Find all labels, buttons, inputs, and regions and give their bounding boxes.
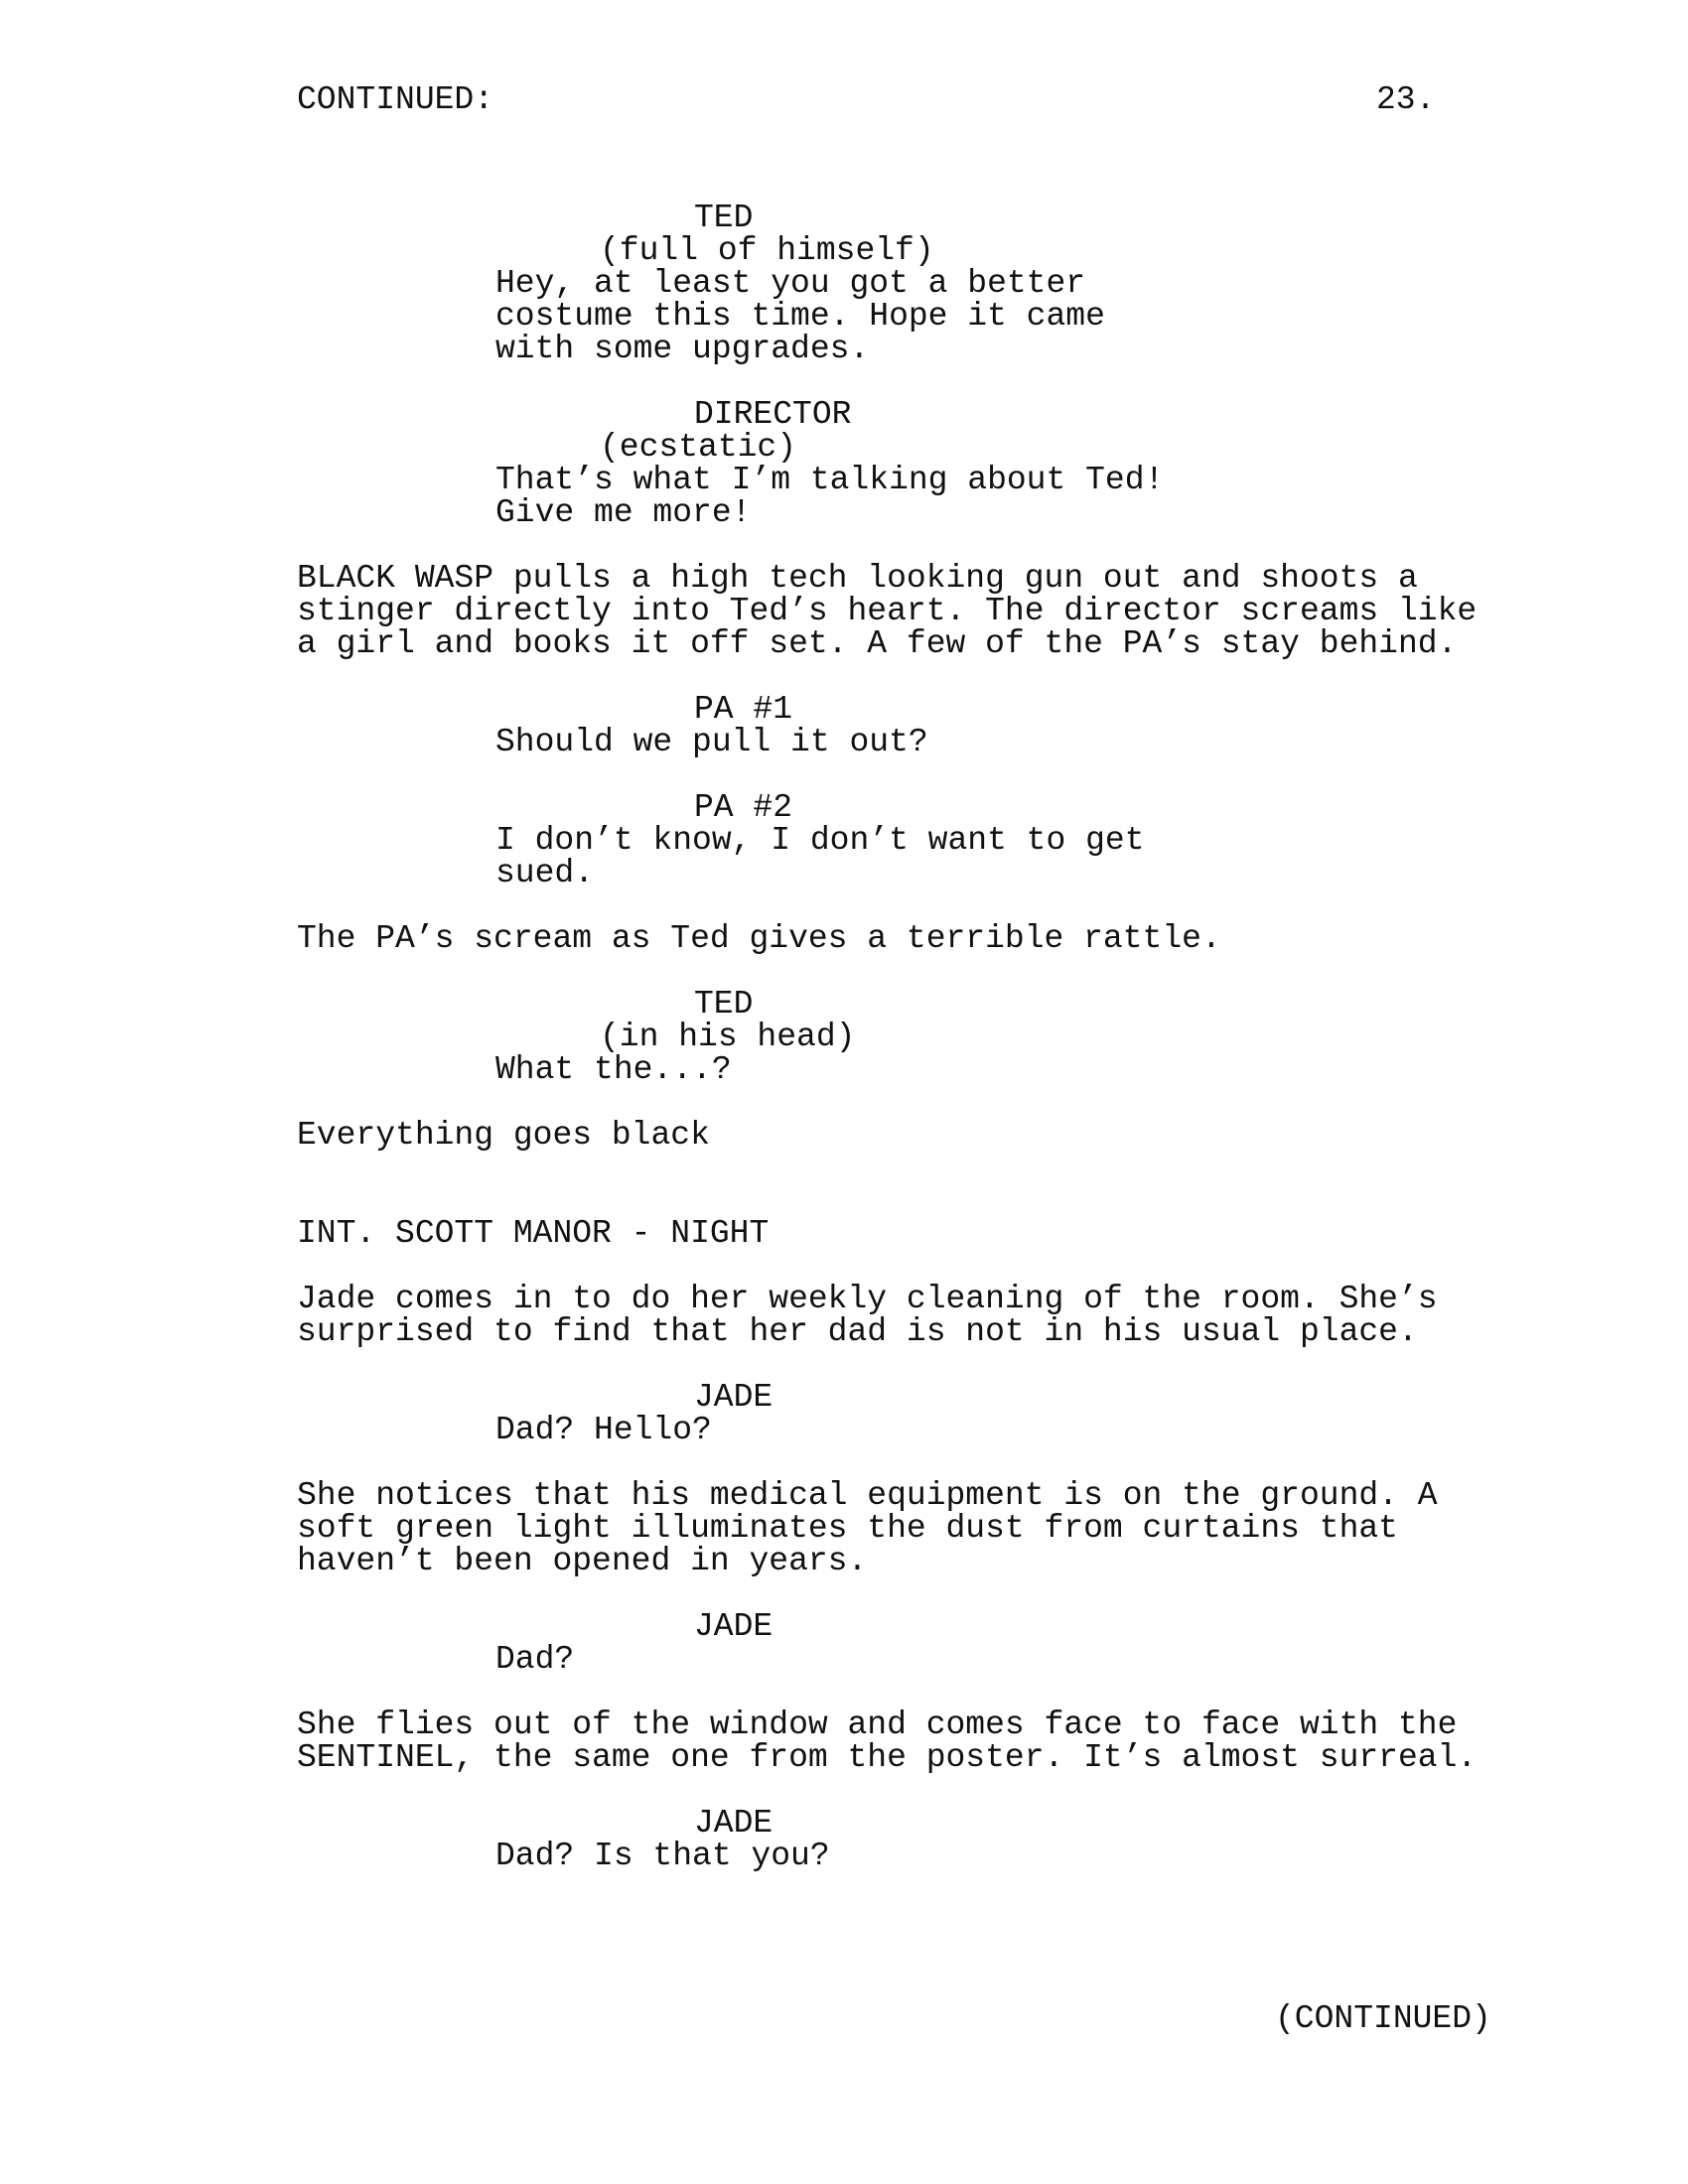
continued-footer: (CONTINUED): [1275, 2000, 1491, 2037]
parenthetical: (in his head): [600, 1019, 856, 1055]
page-number: 23.: [1376, 81, 1436, 118]
action-line: haven’t been opened in years.: [297, 1543, 868, 1579]
parenthetical: (full of himself): [600, 232, 934, 269]
dialogue-line: Dad? Is that you?: [495, 1838, 830, 1874]
dialogue-line: sued.: [495, 855, 595, 891]
action-line: a girl and books it off set. A few of the PA’s stay behind.: [297, 625, 1458, 662]
dialogue-line: Dad? Hello?: [495, 1412, 712, 1448]
dialogue-line: Should we pull it out?: [495, 724, 928, 760]
character-cue-ted: TED: [694, 986, 754, 1023]
dialogue-line: with some upgrades.: [495, 331, 870, 367]
dialogue-line: Hey, at least you got a better: [495, 265, 1086, 302]
scene-heading: INT. SCOTT MANOR - NIGHT: [297, 1215, 770, 1252]
parenthetical: (ecstatic): [600, 429, 797, 466]
action-line: BLACK WASP pulls a high tech looking gun out and shoots a: [297, 560, 1418, 597]
character-cue-director: DIRECTOR: [694, 396, 852, 433]
dialogue-line: I don’t know, I don’t want to get: [495, 822, 1145, 859]
dialogue-line: costume this time. Hope it came: [495, 298, 1105, 335]
dialogue-line: That’s what I’m talking about Ted!: [495, 462, 1165, 498]
character-cue-jade: JADE: [694, 1379, 774, 1416]
action-line: SENTINEL, the same one from the poster. It’s almost surreal.: [297, 1739, 1477, 1776]
action-line: Jade comes in to do her weekly cleaning of the room. She’s: [297, 1281, 1438, 1317]
action-line: The PA’s scream as Ted gives a terrible rattle.: [297, 920, 1221, 957]
action-line: She notices that his medical equipment is on the ground. A: [297, 1477, 1438, 1514]
action-line: stinger directly into Ted’s heart. The director screams like: [297, 593, 1477, 629]
dialogue-line: Dad?: [495, 1641, 575, 1678]
character-cue-jade: JADE: [694, 1805, 774, 1842]
action-line: soft green light illuminates the dust from curtains that: [297, 1510, 1398, 1547]
action-line: She flies out of the window and comes face to face with the: [297, 1706, 1458, 1743]
character-cue-ted: TED: [694, 200, 754, 236]
continued-header: CONTINUED:: [297, 81, 494, 118]
character-cue-pa2: PA #2: [694, 789, 793, 826]
character-cue-pa1: PA #1: [694, 691, 793, 728]
action-line: surprised to find that her dad is not in his usual place.: [297, 1313, 1418, 1350]
action-line: Everything goes black: [297, 1117, 710, 1154]
character-cue-jade: JADE: [694, 1608, 774, 1645]
dialogue-line: Give me more!: [495, 494, 752, 531]
dialogue-line: What the...?: [495, 1051, 732, 1088]
